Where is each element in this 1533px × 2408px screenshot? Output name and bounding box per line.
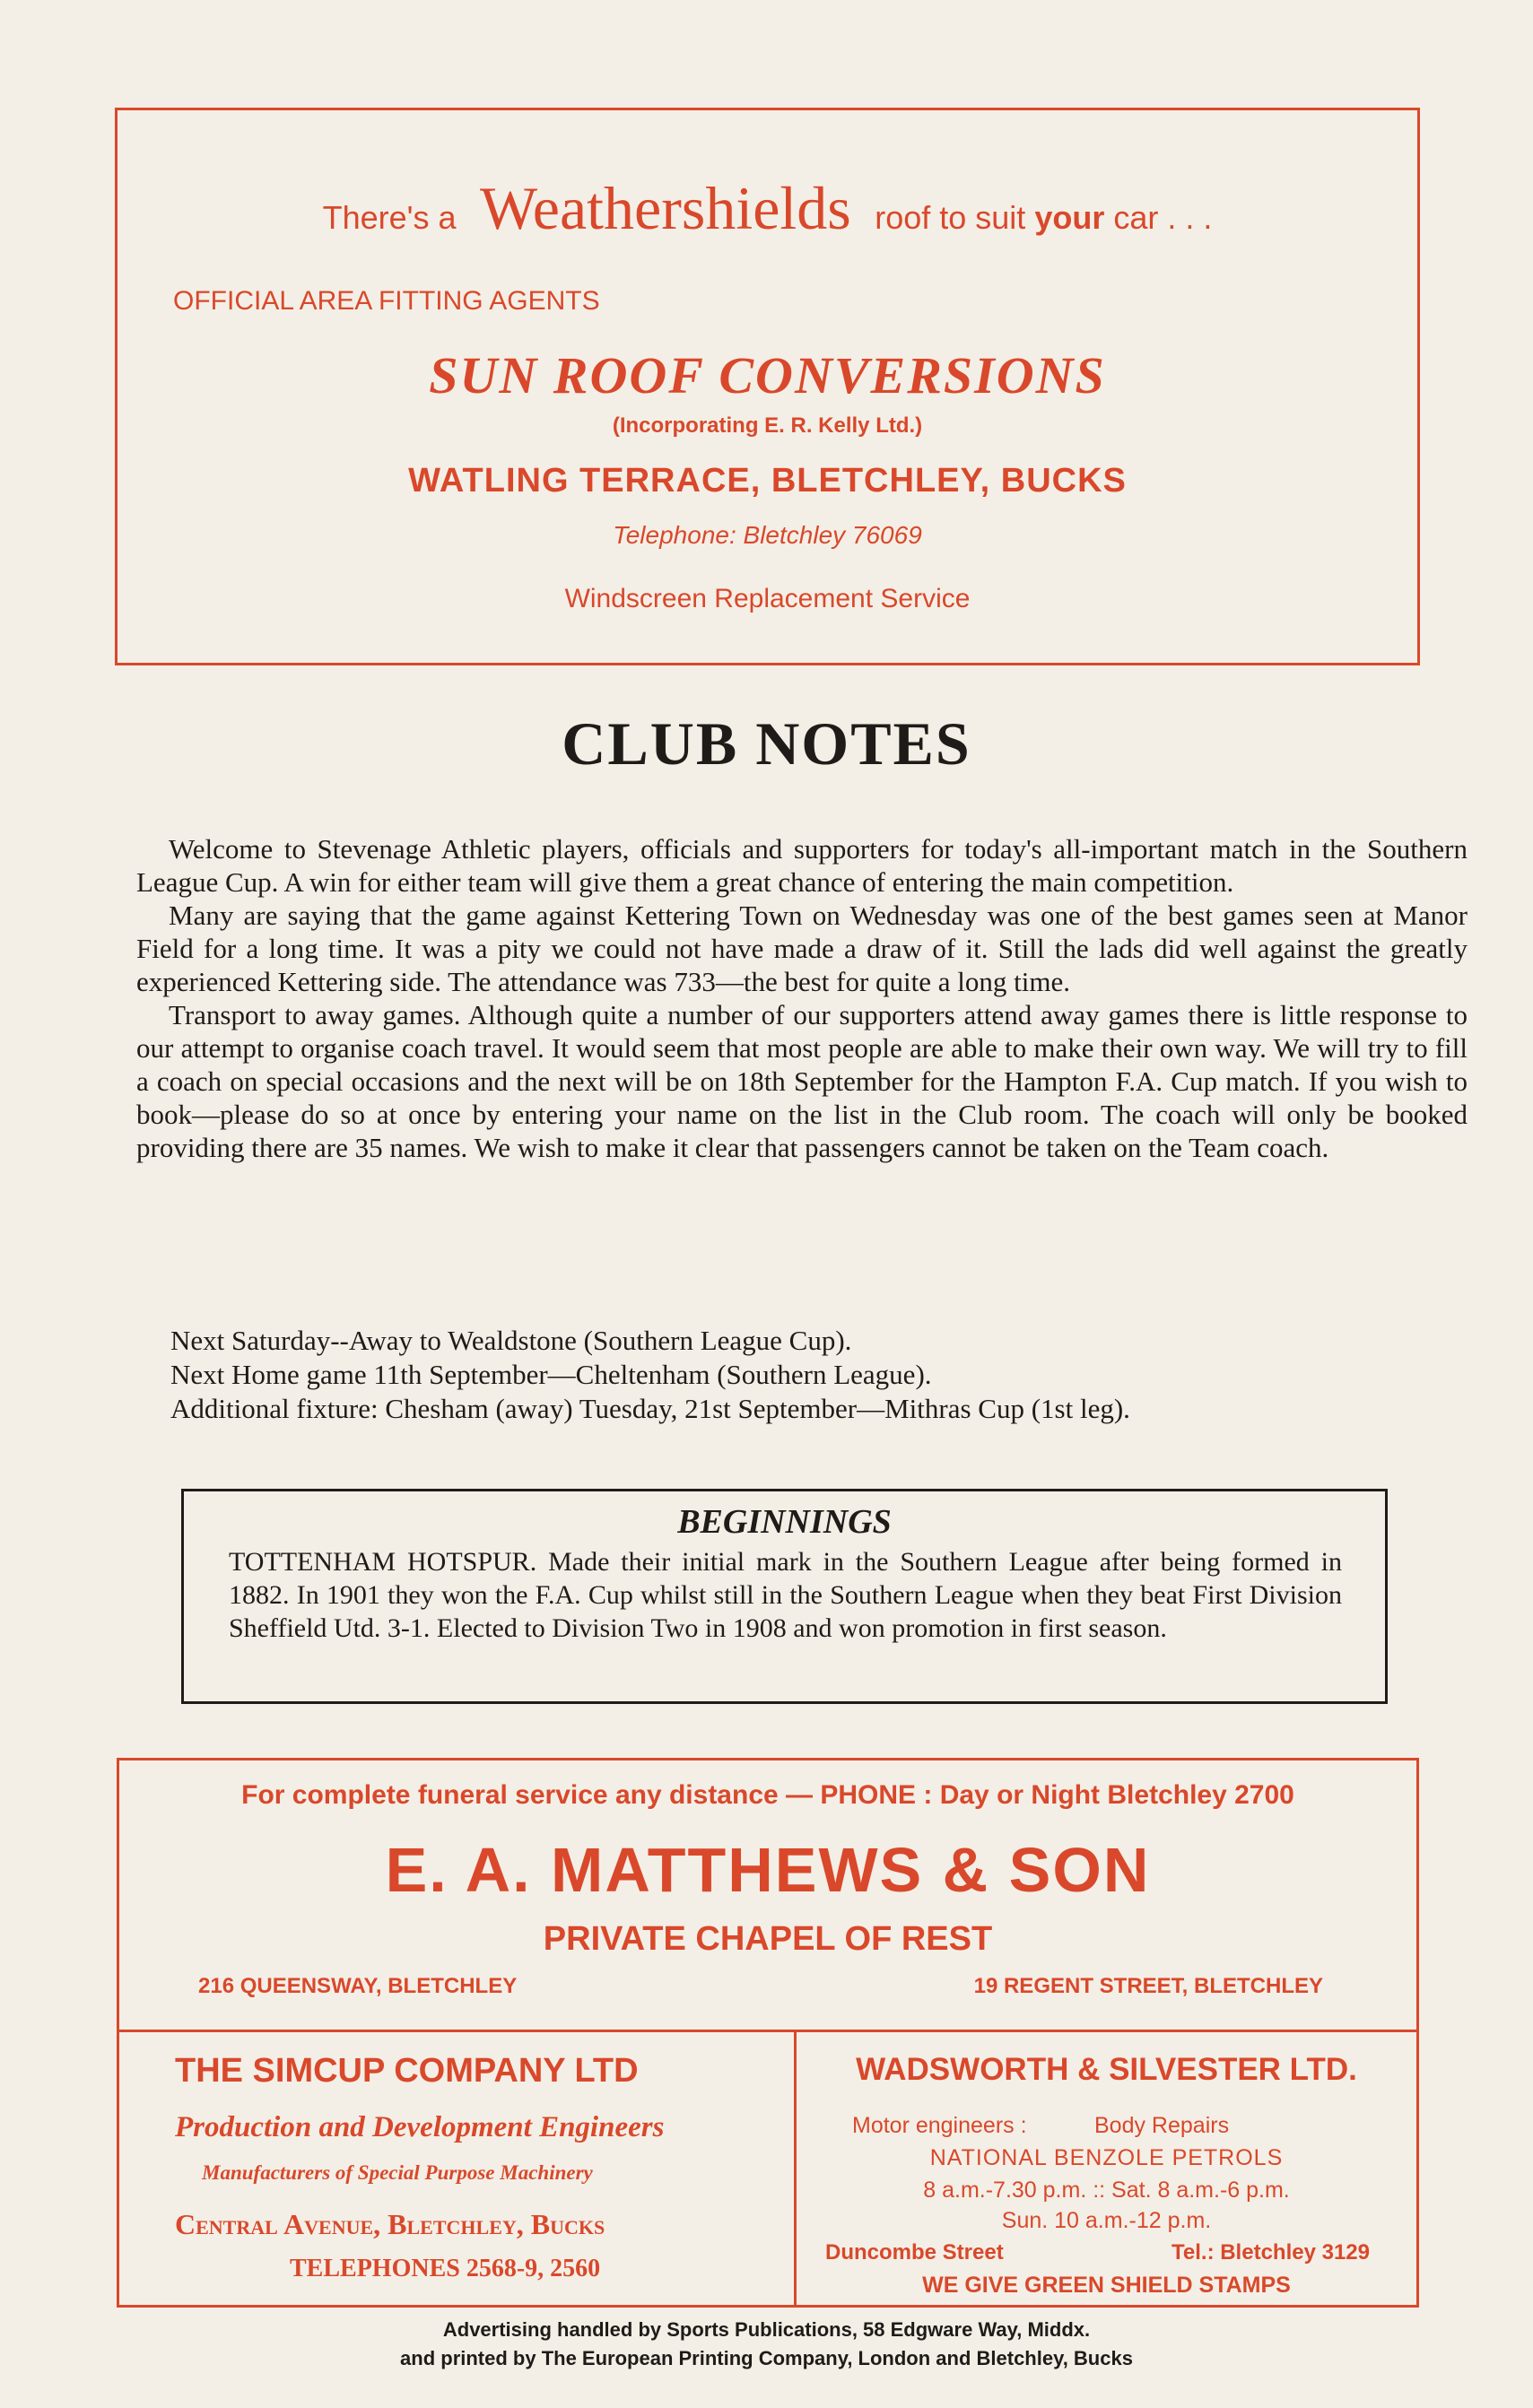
- wadsworth-services-a: Motor engineers :: [852, 2113, 1027, 2138]
- simcup-telephones: TELEPHONES 2568-9, 2560: [290, 2255, 601, 2282]
- printer-credits: [0, 2316, 1533, 2373]
- wadsworth-advert: [797, 2032, 1416, 2305]
- incorporating-note: (Incorporating E. R. Kelly Ltd.): [612, 413, 923, 438]
- wadsworth-services-b: Body Repairs: [1094, 2113, 1230, 2138]
- windscreen-service: Windscreen Replacement Service: [564, 584, 971, 613]
- company-address: WATLING TERRACE, BLETCHLEY, BUCKS: [408, 462, 1127, 500]
- club-notes-paragraph: Welcome to Stevenage Athletic players, officials and supporters for today's all-important match in the Southern League Cup. A win for either team will give them a great chance of entering the main competition.: [136, 833, 1468, 898]
- advert-headline: [118, 173, 1417, 244]
- simcup-advert: [119, 2032, 794, 2305]
- beginnings-title: BEGINNINGS: [677, 1503, 892, 1541]
- beginnings-box: [181, 1489, 1388, 1704]
- wadsworth-stamps: WE GIVE GREEN SHIELD STAMPS: [922, 2273, 1291, 2298]
- simcup-subtitle: Manufacturers of Special Purpose Machinery: [202, 2161, 593, 2184]
- address-queensway: 216 QUEENSWAY, BLETCHLEY: [198, 1974, 518, 1998]
- chapel-of-rest: PRIVATE CHAPEL OF REST: [543, 1920, 993, 1958]
- club-notes-title: CLUB NOTES: [562, 709, 971, 778]
- funeral-service-line: For complete funeral service any distance — PHONE : Day or Night Bletchley 2700: [241, 1780, 1294, 1810]
- wadsworth-name: WADSWORTH & SILVESTER LTD.: [856, 2052, 1357, 2087]
- wadsworth-street: Duncombe Street: [825, 2240, 1004, 2265]
- bottom-adverts: [117, 1758, 1419, 2308]
- simcup-tagline: Production and Development Engineers: [175, 2111, 665, 2143]
- address-regent-street: 19 REGENT STREET, BLETCHLEY: [973, 1974, 1323, 1998]
- headline-prefix: There's a: [322, 199, 457, 236]
- wadsworth-sunday-hours: Sun. 10 a.m.-12 p.m.: [1001, 2208, 1212, 2233]
- club-notes-paragraph: Many are saying that the game against Kettering Town on Wednesday was one of the best games seen at Manor Field for a long time. It was a pity we could not have made a draw of it. Still the lads did well against the greatly experienced Kettering side. The attendance was 733—the best for quite a long time.: [136, 900, 1468, 997]
- brand-weathershields: Weathershields: [480, 174, 851, 242]
- club-notes-paragraph: Transport to away games. Although quite a number of our supporters attend away games there is little response to our attempt to organise coach travel. It would seem that most people are able to make their own way. We will try to fill a coach on special occasions and the next will be on 18th September for the Hampton F.A. Cup match. If you wish to book—please do so at once by entering your name on the list in the Club room. The coach will only be booked providing there are 35 names. We wish to make it clear that passengers cannot be taken on the Team coach.: [136, 999, 1468, 1163]
- company-name: SUN ROOF CONVERSIONS: [429, 346, 1106, 404]
- headline-suffix-a: roof to suit: [875, 199, 1035, 236]
- fixtures-list: [170, 1324, 1130, 1426]
- headline-suffix-b: your: [1034, 199, 1105, 236]
- footer-line: Advertising handled by Sports Publications, 58 Edgware Way, Middx.: [442, 2318, 1091, 2341]
- fitting-agents: OFFICIAL AREA FITTING AGENTS: [173, 286, 600, 316]
- headline-suffix-c: car . . .: [1104, 199, 1213, 236]
- company-telephone: Telephone: Bletchley 76069: [613, 521, 922, 549]
- fixture-item: Additional fixture: Chesham (away) Tuesday, 21st September—Mithras Cup (1st leg).: [170, 1393, 1130, 1424]
- matthews-name: E. A. MATTHEWS & SON: [385, 1835, 1151, 1905]
- simcup-name: THE SIMCUP COMPANY LTD: [175, 2052, 639, 2090]
- wadsworth-petrol: NATIONAL BENZOLE PETROLS: [929, 2145, 1284, 2170]
- fixture-item: Next Home game 11th September—Cheltenham (Southern League).: [170, 1359, 932, 1390]
- fixture-item: Next Saturday--Away to Wealdstone (Southern League Cup).: [170, 1325, 852, 1356]
- club-notes-body: [136, 832, 1468, 1164]
- simcup-address: Central Avenue, Bletchley, Bucks: [175, 2208, 605, 2240]
- beginnings-text: TOTTENHAM HOTSPUR. Made their initial mark in the Southern League after being formed in 1882. In 1901 they won the F.A. Cup whilst still in the Southern League when they beat First Division Sheffield Utd. 3-1. Elected to Division Two in 1908 and won promotion in first season.: [229, 1547, 1342, 1643]
- sun-roof-advert: [115, 108, 1420, 665]
- wadsworth-telephone: Tel.: Bletchley 3129: [1172, 2240, 1370, 2265]
- wadsworth-hours: 8 a.m.-7.30 p.m. :: Sat. 8 a.m.-6 p.m.: [923, 2178, 1290, 2203]
- footer-line: and printed by The European Printing Company, London and Bletchley, Bucks: [400, 2347, 1133, 2369]
